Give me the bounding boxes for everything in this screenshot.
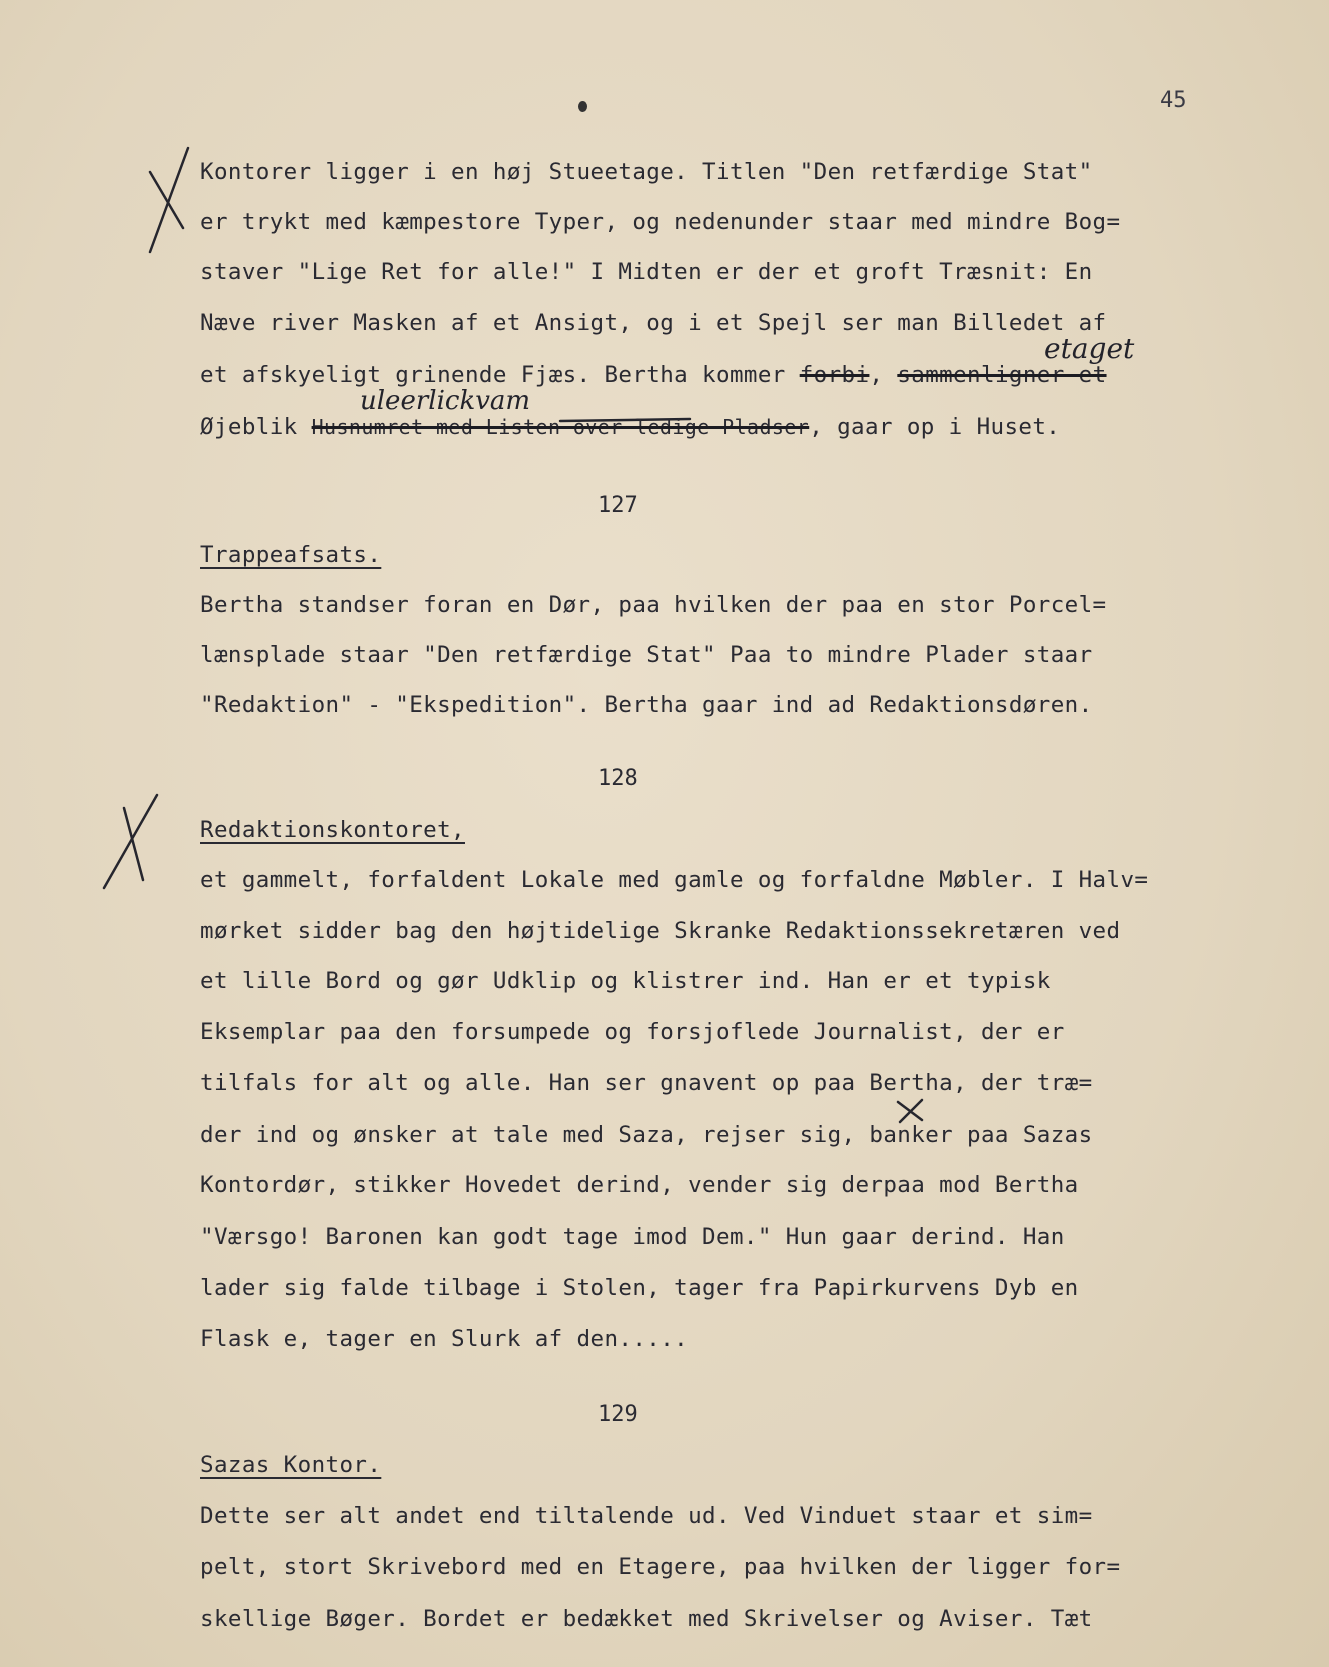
struck-text: forbi	[799, 362, 870, 388]
text-line: "Værsgo! Baronen kan godt tage imod Dem." Hun gaar derind. Han	[200, 1224, 1065, 1250]
text-segment: et afskyeligt grinende Fjæs. Bertha kommer	[200, 362, 800, 388]
scene-heading: Redaktionskontoret,	[200, 817, 465, 843]
text-line: Kontordør, stikker Hovedet derind, vender sig derpaa mod Bertha	[200, 1172, 1079, 1198]
scene-number: 127	[598, 493, 638, 518]
margin-x-mark-2	[104, 795, 157, 888]
text-line: Eksemplar paa den forsumpede og forsjoflede Journalist, der er	[200, 1019, 1065, 1045]
text-line: lænsplade staar "Den retfærdige Stat" Paa to mindre Plader staar	[200, 642, 1093, 668]
handwritten-insertion: uleerlickvam	[360, 386, 531, 416]
struck-text: Husnumret med Listen over ledige Pladser	[311, 415, 810, 439]
text-line: staver "Lige Ret for alle!" I Midten er der et groft Træsnit: En	[200, 259, 1093, 285]
margin-x-mark-2b	[124, 808, 143, 880]
text-line: Flask e, tager en Slurk af den.....	[200, 1326, 689, 1352]
text-line: lader sig falde tilbage i Stolen, tager fra Papirkurvens Dyb en	[200, 1275, 1079, 1301]
text-line: et gammelt, forfaldent Lokale med gamle og forfaldne Møbler. I Halv=	[200, 867, 1149, 893]
text-line: er trykt med kæmpestore Typer, og nedenunder staar med mindre Bog=	[200, 209, 1121, 235]
text-line: Bertha standser foran en Dør, paa hvilken der paa en stor Porcel=	[200, 592, 1107, 618]
text-line: tilfals for alt og alle. Han ser gnavent op paa Bertha, der træ=	[200, 1070, 1093, 1096]
text-line: mørket sidder bag den højtidelige Skranke Redaktionssekretæren ved	[200, 918, 1121, 944]
text-line-with-strikes	[200, 360, 1107, 390]
handwritten-insertion: etaget	[1044, 332, 1135, 365]
scene-heading: Trappeafsats.	[200, 542, 382, 568]
text-line: Kontorer ligger i en høj Stueetage. Titlen "Den retfærdige Stat"	[200, 159, 1093, 185]
text-line: pelt, stort Skrivebord med en Etagere, paa hvilken der ligger for=	[200, 1554, 1121, 1580]
text-line: "Redaktion" - "Ekspedition". Bertha gaar ind ad Redaktionsdøren.	[200, 692, 1093, 718]
text-segment: ,	[869, 362, 898, 388]
text-line-with-strikes	[200, 412, 1060, 442]
text-line: der ind og ønsker at tale med Saza, rejser sig, banker paa Sazas	[200, 1122, 1093, 1148]
scene-heading: Sazas Kontor.	[200, 1452, 382, 1478]
scene-number: 128	[598, 766, 638, 791]
text-line: et lille Bord og gør Udklip og klistrer ind. Han er et typisk	[200, 968, 1051, 994]
page-number: 45	[1160, 88, 1187, 113]
text-line: skellige Bøger. Bordet er bedækket med Skrivelser og Aviser. Tæt	[200, 1606, 1093, 1632]
margin-x-mark-1	[150, 148, 188, 252]
text-line: Dette ser alt andet end tiltalende ud. Ved Vinduet staar et sim=	[200, 1503, 1093, 1529]
margin-x-mark-1b	[150, 172, 183, 228]
text-segment: Øjeblik	[200, 414, 312, 440]
scene-number: 129	[598, 1402, 638, 1427]
text-line: Næve river Masken af et Ansigt, og i et Spejl ser man Billedet af	[200, 310, 1107, 336]
text-segment: , gaar op i Huset.	[809, 414, 1061, 440]
struck-text: sammenligner et	[897, 362, 1107, 388]
